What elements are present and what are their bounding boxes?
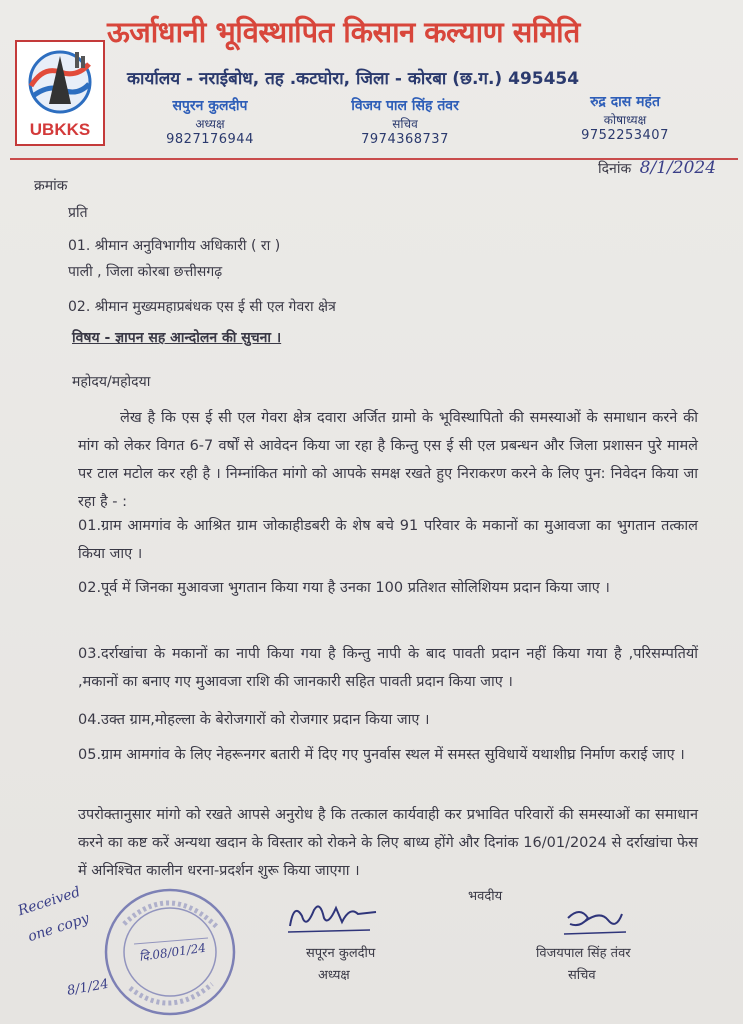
secretary-signature-icon — [560, 904, 630, 944]
logo-text: UBKKS — [29, 120, 91, 139]
recipient-1-line-2: पाली , जिला कोरबा छत्तीसगढ़ — [68, 264, 223, 280]
officer-name: विजय पाल सिंह तंवर — [351, 98, 459, 114]
stamp-date: दि.08/01/24 — [138, 940, 207, 964]
officer-role: अध्यक्ष — [195, 117, 225, 131]
officer-phone: 9827176944 — [166, 132, 254, 147]
ubkks-logo — [15, 40, 105, 146]
organization-name: ऊर्जाधानी भूविस्थापित किसान कल्याण समिति — [107, 15, 580, 49]
signatory-name: विजयपाल सिंह तंवर — [536, 946, 631, 961]
demand-item: 02.पूर्व में जिनका मुआवजा भुगतान किया गया है उनका 100 प्रतिशत सोलिशियम प्रदान किया जाए । — [78, 580, 610, 596]
closing-paragraph: उपरोक्तानुसार मांगो को रखते आपसे अनुरोध है कि तत्काल कार्यवाही कर प्रभावित परिवारों की समस्याओं का समाधान करने का कष्ट करें अन्यथा खदान के विस्तार को रोकने के लिए बाध्य होंगे और दिनांक 16/01/2024 से दर्राखांचा फेस में अनिश्चित कालीन धरना-प्रदर्शन शुरू किया जाएगा । — [78, 807, 698, 879]
demand-item: 05.ग्राम आमगांव के लिए नेहरूनगर बतारी में दिए गए पुनर्वास स्थल में समस्त सुविधायें यथाशीघ्र निर्माण कराई जाए । — [78, 747, 685, 763]
officer-treasurer — [565, 92, 685, 143]
officer-role: सचिव — [392, 117, 418, 131]
to-label: प्रति — [68, 205, 88, 221]
received-note-date: 8/1/24 — [66, 976, 110, 999]
signatory-role: अध्यक्ष — [318, 968, 350, 983]
officer-president — [150, 96, 270, 147]
recipient-2-line-1: 02. श्रीमान मुख्यमहाप्रबंधक एस ई सी एल गेवरा क्षेत्र — [68, 299, 336, 315]
date-value: 8/1/2024 — [639, 158, 717, 178]
logo-emblem-icon — [23, 46, 97, 114]
serial-label: क्रमांक — [34, 178, 68, 194]
officer-name: रुद्र दास महंत — [590, 94, 660, 110]
demand-item: 03.दर्राखांचा के मकानों का नापी किया गया है किन्तु नापी के बाद पावती प्रदान नहीं किया गया है ,परिसम्पतियों ,मकानों का बनाए गए मुआवजा राशि की जानकारी सहित पावती प्रदान किया जाए । — [78, 646, 698, 690]
officer-phone: 7974368737 — [361, 132, 449, 147]
received-note-line-2: one copy — [26, 910, 92, 946]
officer-secretary — [325, 96, 485, 147]
date-line — [598, 158, 716, 178]
organization-address: कार्यालय - नराईबोध, तह .कटघोरा, जिला - कोरबा (छ.ग.) 495454 — [127, 69, 580, 89]
sign-off: भवदीय — [468, 889, 503, 904]
subject-line: विषय - ज्ञापन सह आन्दोलन की सुचना । — [72, 330, 282, 346]
president-signature-icon — [284, 896, 384, 936]
officer-phone: 9752253407 — [581, 128, 669, 143]
recipient-1-line-1: 01. श्रीमान अनुविभागीय अधिकारी ( रा ) — [68, 238, 281, 254]
demand-item: 04.उक्त ग्राम,मोहल्ला के बेरोजगारों को रोजगार प्रदान किया जाए । — [78, 712, 430, 728]
officer-role: कोषाध्यक्ष — [603, 113, 647, 127]
officer-name: सपुरन कुलदीप — [172, 98, 248, 114]
signatory-role: सचिव — [568, 968, 596, 983]
intro-paragraph: लेख है कि एस ई सी एल गेवरा क्षेत्र दवारा अर्जित ग्रामो के भूविस्थापितो की समस्याओं के समाधान करने की मांग को लेकर विगत 6-7 वर्षों से आवेदन किया जा रहा है किन्तु एस ई सी एल प्रबन्धन और जिला प्रशासन पुरे मामले पर टाल मटोल कर रही है । निम्नांकित मांगो को आपके समक्ष रखते हुए निराकरण करने के लिए पुन: निवेदन किया जा रहा है - : — [78, 410, 698, 510]
date-label: दिनांक — [598, 161, 632, 177]
salutation: महोदय/महोदया — [72, 374, 151, 390]
signatory-name: सपूरन कुलदीप — [306, 946, 376, 961]
received-note-line-1: Received — [16, 884, 83, 920]
demand-item: 01.ग्राम आमगांव के आश्रित ग्राम जोकाहीडबरी के शेष बचे 91 परिवार के मकानों का मुआवजा का भुगतान तत्काल किया जाए । — [78, 518, 698, 562]
